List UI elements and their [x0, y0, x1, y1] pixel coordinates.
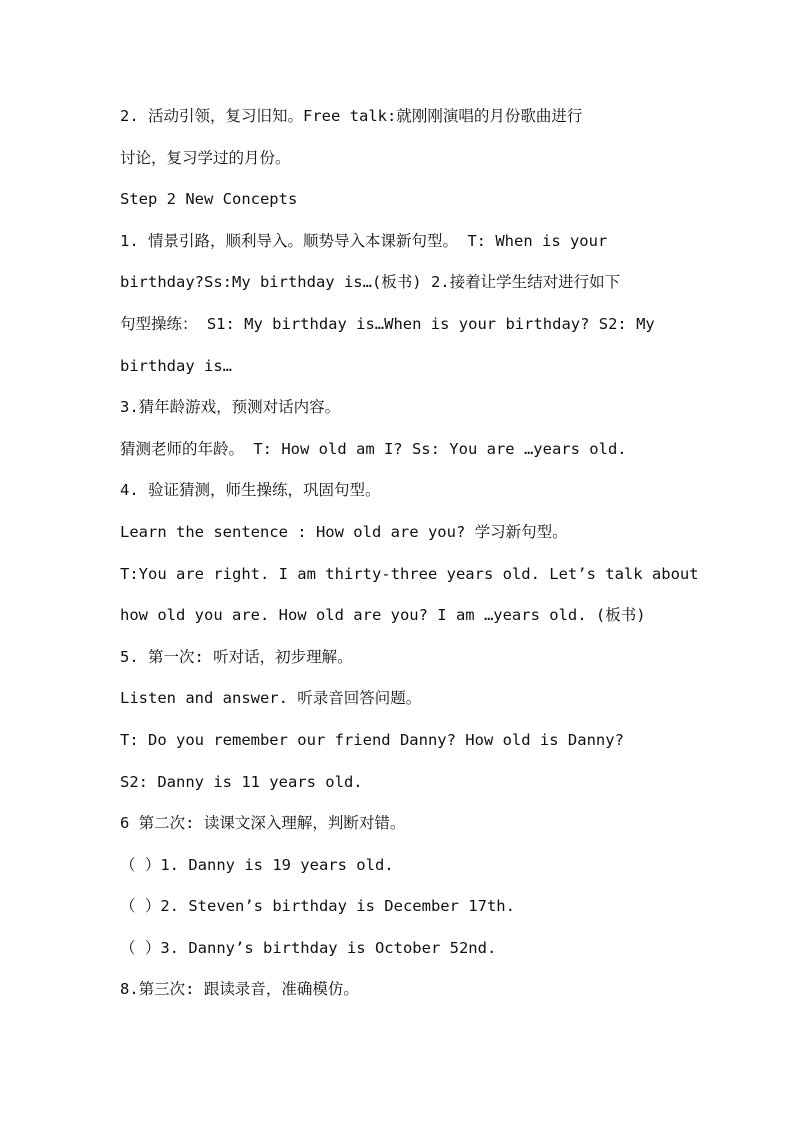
text-line-guess-teacher-age: 猜测老师的年龄。 T: How old am I? Ss: You are …years old.	[120, 439, 627, 458]
text-line-sentence-drill: 句型操练： S1: My birthday is…When is your birthday? S2: My	[120, 314, 655, 333]
text-line-activity-review: 2. 活动引领，复习旧知。Free talk:就刚刚演唱的月份歌曲进行	[120, 107, 583, 125]
text-line-remember-danny: T: Do you remember our friend Danny? How old is Danny?	[120, 730, 624, 749]
text-line-discuss-months: 讨论，复习学过的月份。	[120, 148, 291, 167]
text-line-birthday-pair: birthday?Ss:My birthday is…(板书) 2.接着让学生结对进行如下	[120, 273, 621, 292]
text-line-third-repeat: 8.第三次: 跟读录音，准确模仿。	[120, 980, 359, 999]
text-line-birthday-is: birthday is…	[120, 356, 232, 375]
text-line-danny-age: S2: Danny is 11 years old.	[120, 772, 363, 791]
text-line-first-listen: 5. 第一次: 听对话，初步理解。	[120, 647, 353, 666]
text-line-step-1: 1. 情景引路，顺利导入。顺势导入本课新句型。 T: When is your	[120, 231, 608, 250]
text-line-how-old-are-you: how old you are. How old are you? I am …years old. (板书)	[120, 606, 646, 625]
text-line-listen-answer: Listen and answer. 听录音回答问题。	[120, 689, 422, 708]
text-line-true-false-1: （ ）1. Danny is 19 years old.	[120, 855, 394, 874]
text-line-guess-age-game: 3.猜年龄游戏，预测对话内容。	[120, 398, 341, 417]
text-line-true-false-3: （ ）3. Danny’s birthday is October 52nd.	[120, 938, 497, 957]
text-line-true-false-2: （ ）2. Steven’s birthday is December 17th.	[120, 897, 515, 916]
text-line-step-2-heading: Step 2 New Concepts	[120, 190, 298, 209]
text-line-you-are-right: T:You are right. I am thirty-three years old. Let’s talk about	[120, 564, 699, 583]
text-line-learn-sentence: Learn the sentence : How old are you? 学习新句型。	[120, 522, 568, 541]
text-line-second-read: 6 第二次: 读课文深入理解，判断对错。	[120, 814, 406, 833]
document-body	[120, 96, 699, 1011]
text-line-verify-guess: 4. 验证猜测，师生操练，巩固句型。	[120, 481, 381, 500]
